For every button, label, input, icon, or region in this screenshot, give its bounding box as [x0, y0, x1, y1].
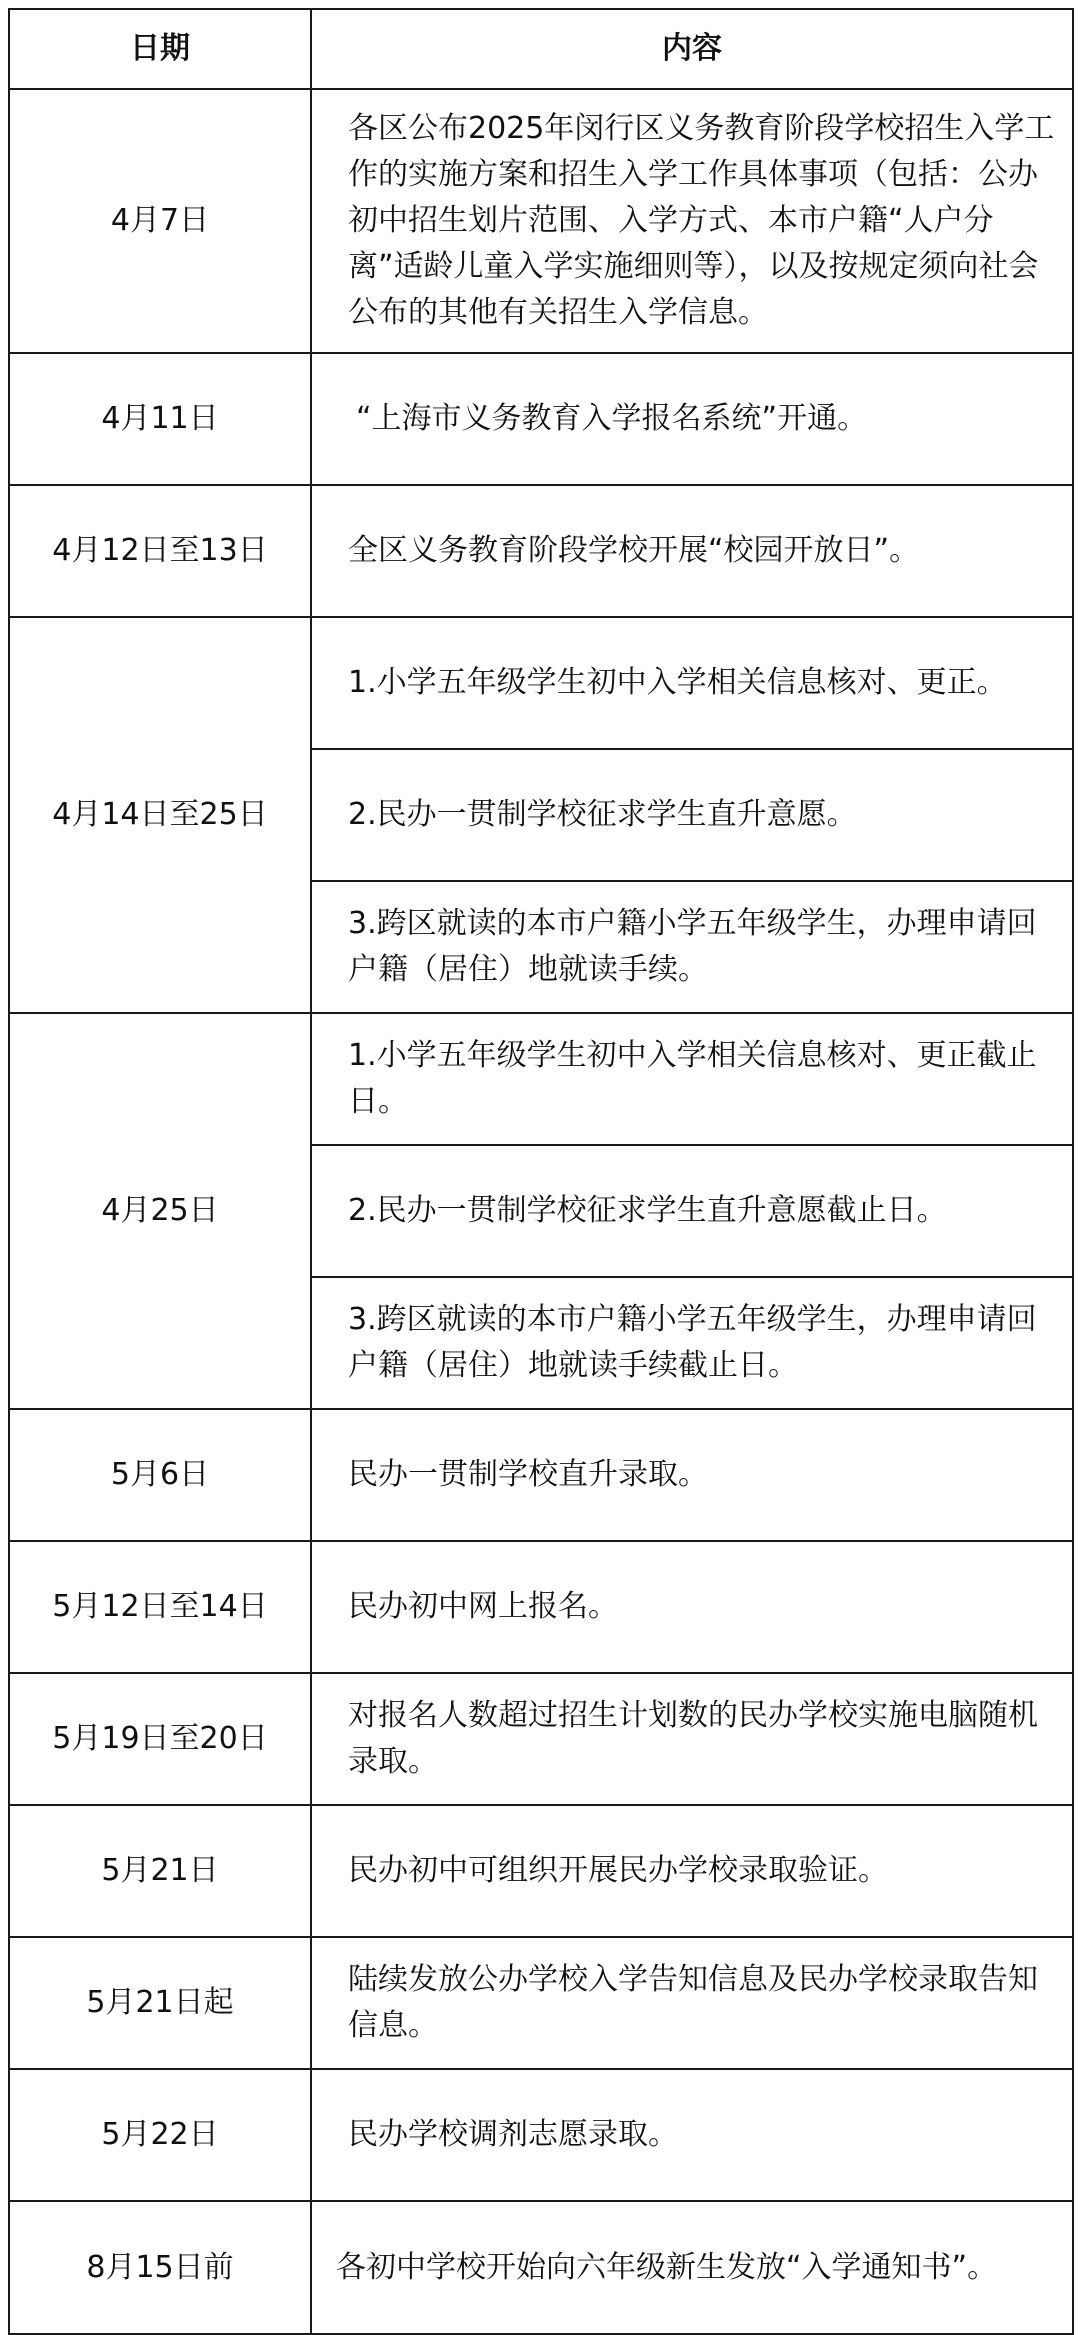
content-cell: 各区公布2025年闵行区义务教育阶段学校招生入学工作的实施方案和招生入学工作具体事项（包括：公办初中招生划片范围、入学方式、本市户籍“人户分离”适龄儿童入学实施细则等），以及按规定须向社会公布的其他有关招生入学信息。 [311, 89, 1073, 353]
table-row [9, 1541, 1073, 1673]
date-cell: 4月12日至13日 [9, 485, 311, 617]
table-row [9, 1673, 1073, 1805]
content-cell: 民办初中可组织开展民办学校录取验证。 [311, 1805, 1073, 1937]
date-cell: 5月12日至14日 [9, 1541, 311, 1673]
content-cell: 民办学校调剂志愿录取。 [311, 2069, 1073, 2201]
header-content: 内容 [311, 9, 1073, 89]
content-cell: 民办初中网上报名。 [311, 1541, 1073, 1673]
table-row [9, 1409, 1073, 1541]
content-cell: 对报名人数超过招生计划数的民办学校实施电脑随机录取。 [311, 1673, 1073, 1805]
content-cell: 2.民办一贯制学校征求学生直升意愿。 [311, 749, 1073, 881]
table-row [9, 2201, 1073, 2334]
schedule-table-frame [8, 8, 1072, 2321]
table-row [9, 89, 1073, 353]
date-cell: 4月14日至25日 [9, 617, 311, 1013]
content-cell: 各初中学校开始向六年级新生发放“入学通知书”。 [311, 2201, 1073, 2334]
date-cell: 5月19日至20日 [9, 1673, 311, 1805]
date-cell: 4月7日 [9, 89, 311, 353]
content-cell: 2.民办一贯制学校征求学生直升意愿截止日。 [311, 1145, 1073, 1277]
date-cell: 4月11日 [9, 353, 311, 485]
table-row [9, 1013, 1073, 1145]
date-cell: 5月21日 [9, 1805, 311, 1937]
date-cell: 4月25日 [9, 1013, 311, 1409]
content-cell: 3.跨区就读的本市户籍小学五年级学生，办理申请回户籍（居住）地就读手续截止日。 [311, 1277, 1073, 1409]
table-row [9, 485, 1073, 617]
table-row [9, 353, 1073, 485]
table-header-row [9, 9, 1073, 89]
date-cell: 5月6日 [9, 1409, 311, 1541]
content-cell: 3.跨区就读的本市户籍小学五年级学生，办理申请回户籍（居住）地就读手续。 [311, 881, 1073, 1013]
content-cell: 1.小学五年级学生初中入学相关信息核对、更正。 [311, 617, 1073, 749]
header-date: 日期 [9, 9, 311, 89]
enrollment-schedule-table [8, 8, 1074, 2335]
table-row [9, 617, 1073, 749]
content-cell: “上海市义务教育入学报名系统”开通。 [311, 353, 1073, 485]
content-cell: 全区义务教育阶段学校开展“校园开放日”。 [311, 485, 1073, 617]
date-cell: 5月22日 [9, 2069, 311, 2201]
date-cell: 5月21日起 [9, 1937, 311, 2069]
table-row [9, 1805, 1073, 1937]
table-row [9, 2069, 1073, 2201]
content-cell: 民办一贯制学校直升录取。 [311, 1409, 1073, 1541]
content-cell: 1.小学五年级学生初中入学相关信息核对、更正截止日。 [311, 1013, 1073, 1145]
content-cell: 陆续发放公办学校入学告知信息及民办学校录取告知信息。 [311, 1937, 1073, 2069]
table-row [9, 1937, 1073, 2069]
date-cell: 8月15日前 [9, 2201, 311, 2334]
